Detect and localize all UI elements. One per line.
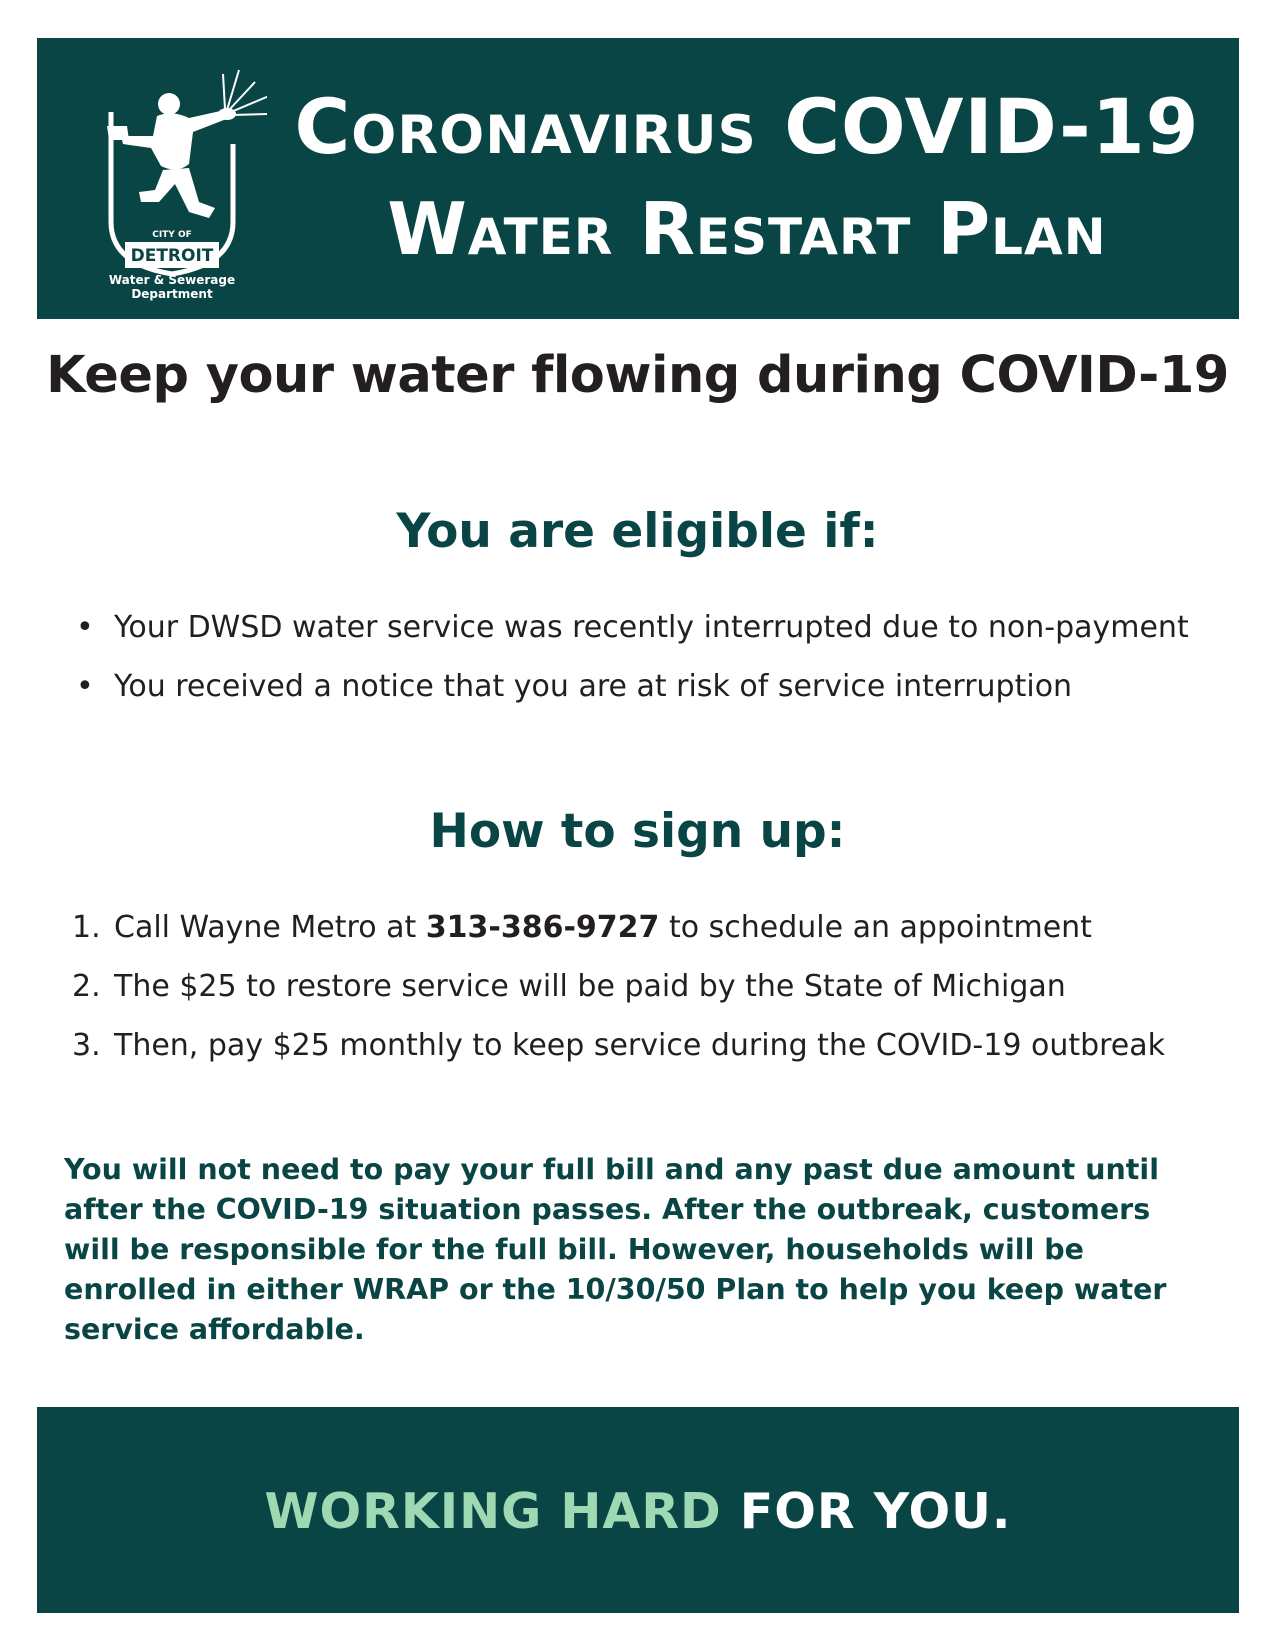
step-text-before: Call Wayne Metro at (114, 910, 426, 945)
list-item (72, 969, 1165, 1028)
step-text: The $25 to restore service will be paid by the State of Michigan (114, 969, 1066, 1004)
notice-line: after the COVID-19 situation passes. After the outbreak, customers (64, 1193, 1151, 1226)
title-line-2: Water Restart Plan (387, 187, 1107, 271)
notice-line: You will not need to pay your full bill and any past due amount until (64, 1153, 1159, 1186)
list-item (72, 1028, 1165, 1087)
bullet-icon: • (76, 610, 94, 645)
list-item (72, 910, 1165, 969)
header-banner (37, 38, 1239, 319)
step-number: 1. (72, 910, 101, 945)
payment-notice (64, 1150, 1214, 1350)
slogan-plain: FOR YOU. (721, 1483, 1012, 1540)
spirit-of-detroit-icon (77, 52, 267, 302)
signup-steps (72, 910, 1165, 1087)
signup-heading: How to sign up: (429, 804, 846, 859)
notice-line: service affordable. (64, 1313, 365, 1346)
page-title (277, 76, 1217, 280)
logo-dept-line1: Water & Sewerage (108, 273, 236, 287)
step-text: Then, pay $25 monthly to keep service during the COVID-19 outbreak (114, 1028, 1166, 1063)
logo-dept-line2: Department (131, 287, 213, 301)
eligible-list (72, 610, 1189, 728)
subtitle: Keep your water flowing during COVID-19 (46, 346, 1229, 405)
title-line-1: Coronavirus COVID-19 (294, 82, 1200, 171)
slogan-accent: WORKING HARD (264, 1483, 722, 1540)
phone-number[interactable]: 313-386-9727 (425, 910, 660, 945)
dwsd-logo (77, 52, 267, 302)
eligible-item-text: You received a notice that you are at risk of service interruption (114, 669, 1073, 704)
list-item (72, 669, 1189, 728)
step-text-after: to schedule an appointment (659, 910, 1092, 945)
eligible-heading: You are eligible if: (396, 504, 879, 559)
step-number: 2. (72, 969, 101, 1004)
step-number: 3. (72, 1028, 101, 1063)
notice-line: will be responsible for the full bill. However, households will be (64, 1233, 1084, 1266)
footer-slogan (37, 1483, 1239, 1540)
notice-line: enrolled in either WRAP or the 10/30/50 Plan to help you keep water (64, 1273, 1167, 1306)
list-item (72, 610, 1189, 669)
bullet-icon: • (76, 669, 94, 704)
logo-city-of: CITY OF (152, 230, 192, 240)
footer-banner (37, 1407, 1239, 1613)
eligible-item-text: Your DWSD water service was recently interrupted due to non-payment (114, 610, 1189, 645)
logo-city: DETROIT (130, 246, 214, 266)
